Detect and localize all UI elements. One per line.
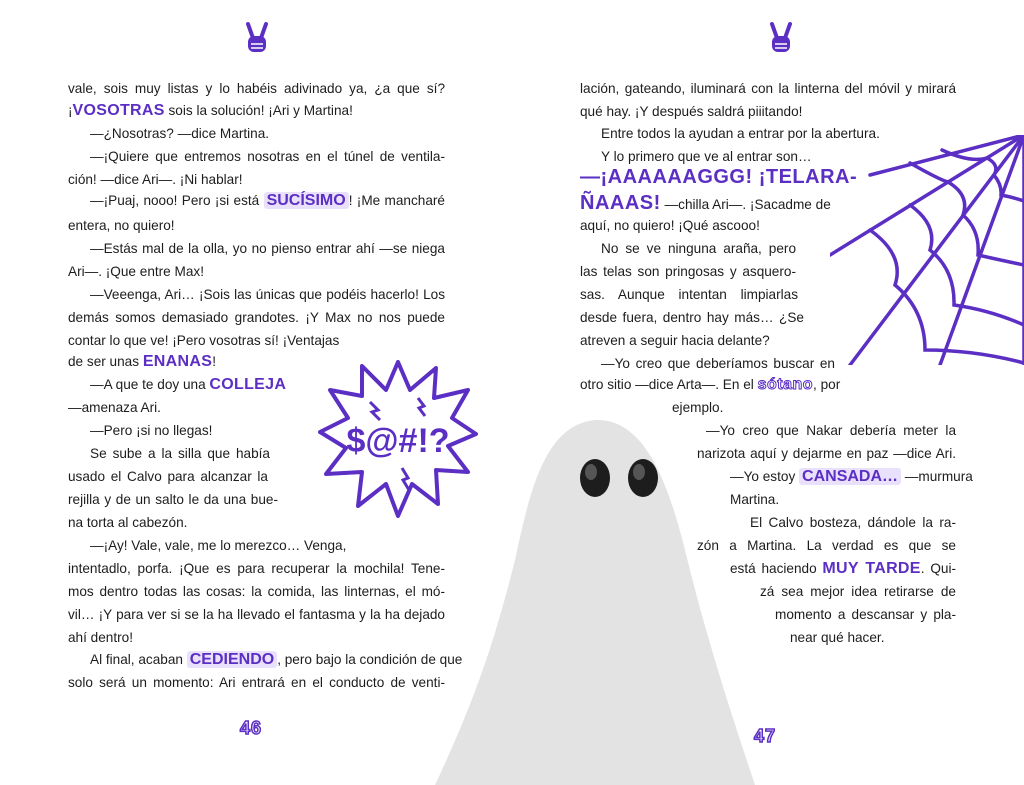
text-line — [90, 651, 463, 669]
text-line — [580, 309, 804, 327]
text-run: vale, sois muy listas y lo habéis adivinado ya, ¿a que sí? — [68, 81, 445, 96]
text-run: está haciendo — [730, 561, 823, 576]
text-line — [580, 80, 956, 98]
text-run: —chilla Ari—. ¡Sacadme de — [660, 197, 831, 212]
text-run: —Veeenga, Ari… ¡Sois las únicas que podéis hacerlo! Los — [90, 287, 445, 302]
exclamation-burst-icon — [318, 360, 478, 520]
text-run: Al final, acaban — [90, 652, 187, 667]
text-run: —Pero ¡si no llegas! — [90, 423, 213, 438]
text-run: ! — [212, 354, 216, 369]
text-run: usado el Calvo para alcanzar la — [68, 469, 268, 484]
text-line — [68, 353, 216, 371]
text-run: ción! —dice Ari—. ¡Ni hablar! — [68, 172, 243, 187]
spider-web-icon — [830, 135, 1024, 365]
text-run: qué hay. ¡Y después saldrá piiitando! — [580, 104, 803, 119]
text-line — [90, 376, 290, 394]
text-run: demás somos demasiado grandotes. ¡Y Max no nos puede — [68, 310, 445, 325]
text-run: momento a descansar y pla- — [775, 607, 956, 622]
text-run: otro sitio —dice Arta—. En el — [580, 377, 758, 392]
text-line — [760, 583, 956, 601]
text-run: Y lo primero que ve al entrar son… — [601, 149, 812, 164]
text-run: —Estás mal de la olla, yo no pienso entrar ahí —se niega — [90, 241, 445, 256]
text-line — [580, 217, 780, 235]
text-run: zá sea mejor idea retirarse de — [760, 584, 956, 599]
text-run: las telas son pringosas y asquero- — [580, 264, 796, 279]
text-line — [68, 80, 445, 98]
text-line — [580, 332, 775, 350]
emphasis-word: ENANAS — [142, 353, 213, 370]
page-number: 47 — [754, 726, 777, 746]
text-run: ¡ — [68, 103, 73, 118]
emphasis-word: ÑAAAS! — [580, 192, 661, 214]
emphasis-word: COLLEJA — [209, 376, 287, 393]
text-line — [90, 240, 445, 258]
text-line — [68, 217, 178, 235]
text-line — [601, 125, 891, 143]
text-line — [601, 148, 811, 166]
text-run: El Calvo bosteza, dándole la ra- — [750, 515, 956, 530]
text-line — [580, 263, 796, 281]
text-run: desde fuera, dentro hay más… ¿Se — [580, 310, 804, 325]
text-run: . Qui- — [920, 561, 956, 576]
emphasis-word: —¡AAAAAAGGG! ¡TELARA- — [580, 166, 858, 188]
text-line — [90, 286, 445, 304]
text-line — [580, 166, 858, 188]
text-run: na torta al cabezón. — [68, 515, 188, 530]
text-run: atreven a seguir hacia delante? — [580, 333, 770, 348]
text-run: ejemplo. — [672, 400, 724, 415]
text-line — [90, 537, 347, 555]
text-run: ! ¡Me mancharé — [348, 193, 445, 208]
text-line — [68, 332, 338, 350]
text-line — [68, 491, 278, 509]
text-line — [90, 445, 270, 463]
emphasis-word: sótano — [757, 376, 814, 393]
text-run: de ser unas — [68, 354, 143, 369]
text-run: No se ve ninguna araña, pero — [601, 241, 796, 256]
text-run: —¡Ay! Vale, vale, me lo merezco… Venga, — [90, 538, 347, 553]
text-run: intentadlo, porfa. ¡Que es para recuperar la mochila! Tene- — [68, 561, 445, 576]
emphasis-word: SUCÍSIMO — [264, 192, 349, 209]
text-run: near qué hacer. — [790, 630, 885, 645]
text-line — [68, 102, 360, 120]
text-line — [68, 606, 445, 624]
text-line — [730, 468, 973, 486]
text-line — [730, 560, 956, 578]
emphasis-word: MUY TARDE — [822, 560, 921, 577]
text-run: aquí, no quiero! ¡Qué ascooo! — [580, 218, 760, 233]
text-run: —A que te doy una — [90, 377, 210, 392]
burst-text: $@#!? — [346, 422, 450, 460]
text-line — [68, 583, 445, 601]
text-line — [697, 445, 956, 463]
emphasis-word: VOSOTRAS — [72, 102, 165, 119]
text-line — [68, 309, 445, 327]
text-run: contar lo que ve! ¡Pero vosotras sí! ¡Ventajas — [68, 333, 340, 348]
text-run: mos dentro todas las cosas: la comida, las linternas, el mó- — [68, 584, 445, 599]
text-line — [580, 376, 875, 394]
text-run: sois la solución! ¡Ari y Martina! — [164, 103, 353, 118]
text-line — [697, 537, 956, 555]
text-run: , pero bajo la condición de que — [277, 652, 463, 667]
text-run: Se sube a la silla que había — [90, 446, 270, 461]
text-line — [68, 171, 243, 189]
text-run: zón a Martina. La verdad es que se — [697, 538, 956, 553]
peace-hand-icon — [766, 20, 796, 60]
text-line — [68, 674, 445, 692]
text-line — [90, 148, 445, 166]
text-run: Entre todos la ayudan a entrar por la abertura. — [601, 126, 880, 141]
text-run: Martina. — [730, 492, 780, 507]
text-line — [90, 422, 230, 440]
text-line — [601, 355, 835, 373]
text-run: —amenaza Ari. — [68, 400, 161, 415]
text-run: —¿Nosotras? —dice Martina. — [90, 126, 270, 141]
text-run: —Yo creo que deberíamos buscar en — [601, 356, 835, 371]
text-run: —Yo creo que Nakar debería meter la — [706, 423, 956, 438]
text-run: —murmura — [901, 469, 973, 484]
text-line — [90, 125, 270, 143]
peace-hand-icon — [242, 20, 272, 60]
text-run: lación, gateando, iluminará con la linterna del móvil y mirará — [580, 81, 956, 96]
page-number: 46 — [240, 718, 263, 738]
text-line — [68, 263, 203, 281]
text-run: —¡Quiere que entremos nosotras en el túnel de ventila- — [90, 149, 445, 164]
text-line — [580, 192, 831, 214]
text-line — [68, 560, 445, 578]
text-run: entera, no quiero! — [68, 218, 175, 233]
text-run: vil… ¡Y para ver si se la ha llevado el fantasma y la ha dejado — [68, 607, 445, 622]
text-line — [730, 491, 780, 509]
text-line — [750, 514, 956, 532]
text-line — [601, 240, 796, 258]
text-run: narizota aquí y dejarme en paz —dice Ari. — [697, 446, 956, 461]
emphasis-word: CANSADA… — [799, 468, 901, 485]
text-line — [775, 606, 956, 624]
text-run: —Yo estoy — [730, 469, 800, 484]
text-run: sas. Aunque intentan limpiarlas — [580, 287, 798, 302]
text-run: rejilla y de un salto le da una bue- — [68, 492, 278, 507]
text-line — [68, 629, 138, 647]
text-run: ahí dentro! — [68, 630, 133, 645]
text-line — [790, 629, 885, 647]
text-line — [580, 286, 798, 304]
text-line — [672, 399, 732, 417]
text-line — [68, 514, 193, 532]
text-line — [706, 422, 956, 440]
text-line — [580, 103, 810, 121]
text-run: Ari—. ¡Que entre Max! — [68, 264, 204, 279]
text-run: solo será un momento: Ari entrará en el conducto de venti- — [68, 675, 445, 690]
text-run: —¡Puaj, nooo! Pero ¡si está — [90, 193, 264, 208]
emphasis-word: CEDIENDO — [187, 651, 277, 668]
text-line — [68, 468, 268, 486]
text-run: , por — [813, 377, 841, 392]
text-line — [68, 399, 163, 417]
text-line — [90, 192, 445, 210]
